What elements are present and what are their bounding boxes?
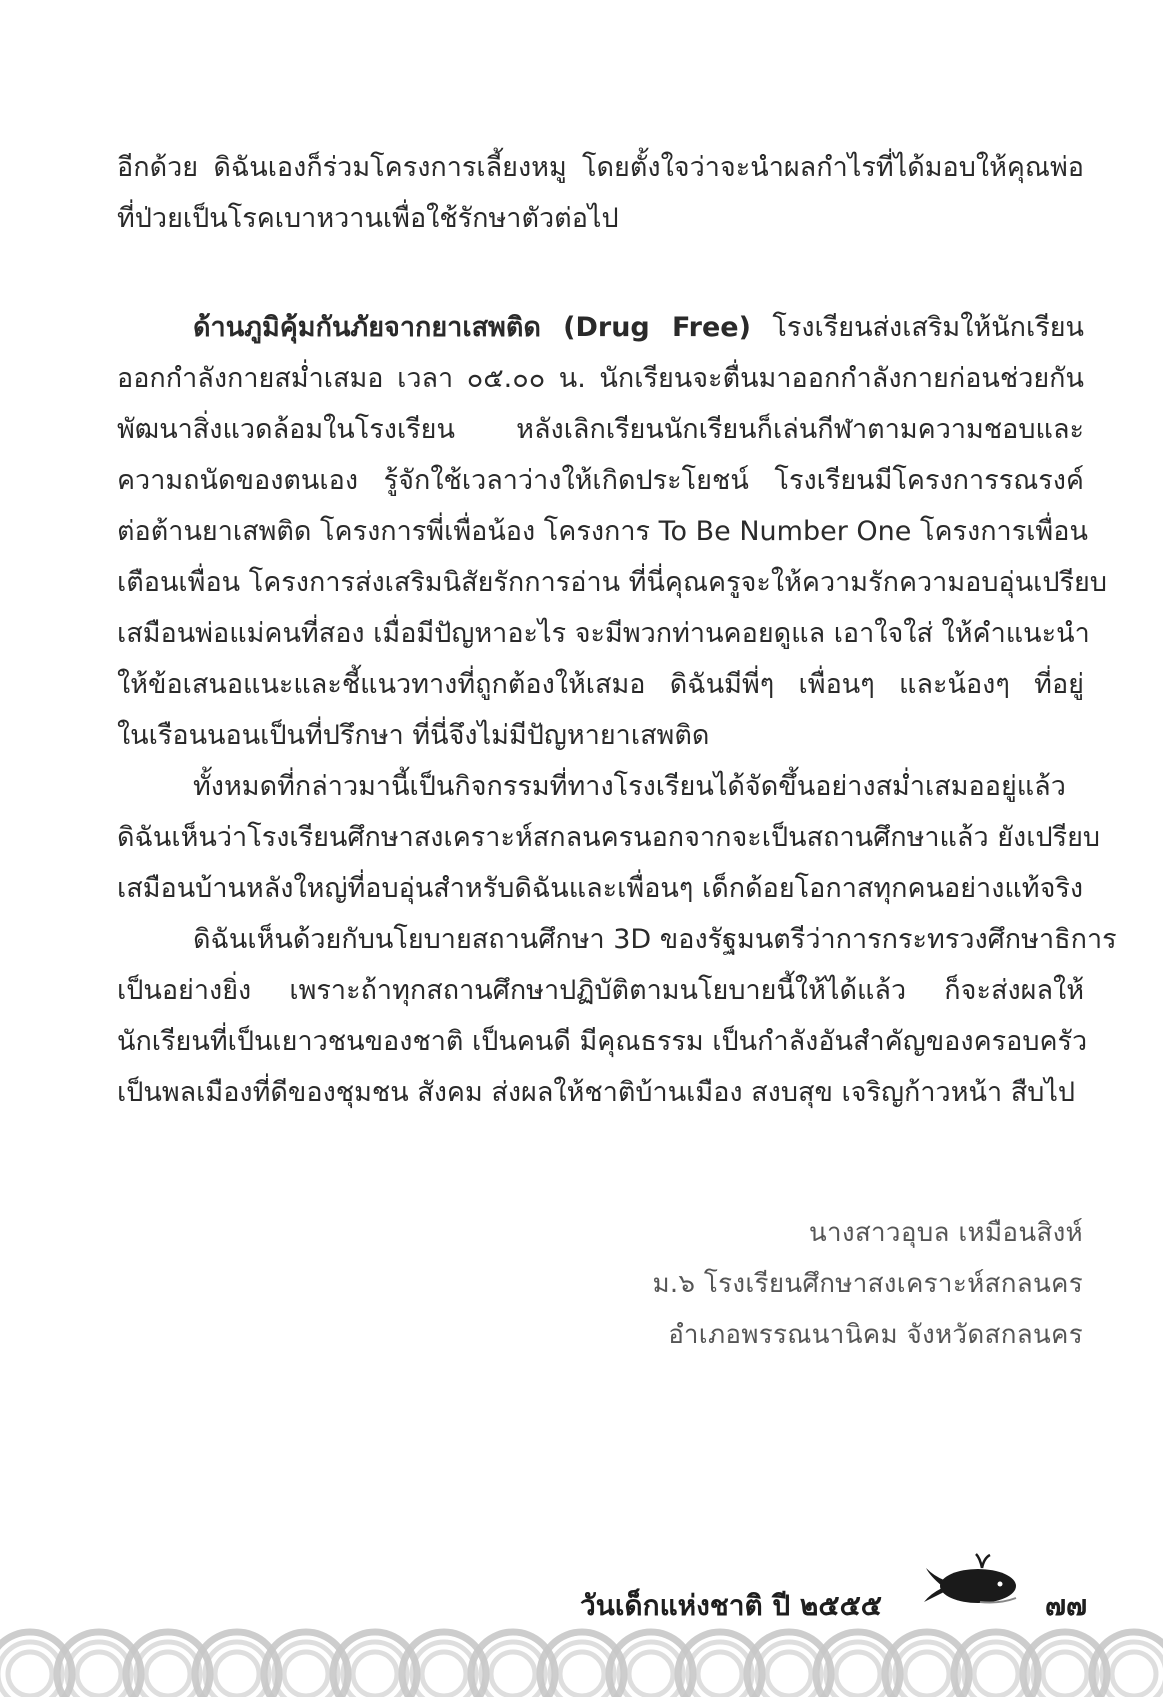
text-line: นักเรียนที่เป็นเยาวชนของชาติ เป็นคนดี มีคุณธรรม เป็นกำลังอันสำคัญของครอบครัว — [117, 1026, 1088, 1057]
main-body — [117, 302, 1117, 1118]
decorative-ring — [698, 1652, 742, 1696]
decorative-ring — [491, 1652, 535, 1696]
decorative-rings-border — [0, 1612, 1163, 1697]
text-line: ดิฉันเห็นด้วยกับนโยบายสถานศึกษา 3D ของรัฐมนตรีว่าการกระทรวงศึกษาธิการ — [193, 924, 1117, 955]
text-segment: โรงเรียนส่งเสริมให้นักเรียน — [750, 312, 1085, 343]
text-line: ทั้งหมดที่กล่าวมานี้เป็นกิจกรรมที่ทางโรงเรียนได้จัดขึ้นอย่างสม่ำเสมออยู่แล้ว — [193, 771, 1066, 802]
decorative-ring — [767, 1652, 811, 1696]
text-line: ให้ข้อเสนอแนะและชี้แนวทางที่ถูกต้องให้เสมอ ดิฉันมีพี่ๆ เพื่อนๆ และน้องๆ ที่อยู่ — [117, 669, 1084, 700]
author-name: นางสาวอุบล เหมือนสิงห์ — [808, 1218, 1083, 1248]
text-line: อีกด้วย ดิฉันเองก็ร่วมโครงการเลี้ยงหมู โดยตั้งใจว่าจะนำผลกำไรที่ได้มอบให้คุณพ่อ — [117, 152, 1084, 183]
text-line: ที่ป่วยเป็นโรคเบาหวานเพื่อใช้รักษาตัวต่อไป — [117, 203, 619, 234]
text-line: เป็นอย่างยิ่ง เพราะถ้าทุกสถานศึกษาปฏิบัติตามนโยบายนี้ให้ได้แล้ว ก็จะส่งผลให้ — [117, 975, 1084, 1006]
decorative-ring — [8, 1652, 52, 1696]
decorative-ring — [629, 1652, 673, 1696]
decorative-ring — [1112, 1652, 1156, 1696]
decorative-ring — [974, 1652, 1018, 1696]
decorative-ring — [146, 1652, 190, 1696]
text-line: ในเรือนนอนเป็นที่ปรึกษา ที่นี่จึงไม่มีปัญหายาเสพติด — [117, 720, 710, 751]
author-class-school: ม.๖ โรงเรียนศึกษาสงเคราะห์สกลนคร — [652, 1269, 1083, 1299]
text-line: เตือนเพื่อน โครงการส่งเสริมนิสัยรักการอ่าน ที่นี่คุณครูจะให้ความรักความอบอุ่นเปรียบ — [117, 567, 1107, 598]
decorative-ring — [215, 1652, 259, 1696]
text-line: เป็นพลเมืองที่ดีของชุมชน สังคม ส่งผลให้ชาติบ้านเมือง สงบสุข เจริญก้าวหน้า สืบไป — [117, 1077, 1076, 1108]
whale-icon — [920, 1546, 1030, 1606]
text-line: ต่อต้านยาเสพติด โครงการพี่เพื่อน้อง โครงการ To Be Number One โครงการเพื่อน — [117, 516, 1088, 547]
decorative-ring — [353, 1652, 397, 1696]
decorative-ring — [905, 1652, 949, 1696]
text-line: เสมือนพ่อแม่คนที่สอง เมื่อมีปัญหาอะไร จะมีพวกท่านคอยดูแล เอาใจใส่ ให้คำแนะนำ — [117, 618, 1090, 649]
paragraph-drug-free-first-line — [117, 302, 1084, 353]
text-line: ดิฉันเห็นว่าโรงเรียนศึกษาสงเคราะห์สกลนครนอกจากจะเป็นสถานศึกษาแล้ว ยังเปรียบ — [117, 822, 1101, 853]
text-line: ออกกำลังกายสม่ำเสมอ เวลา ๐๕.๐๐ น. นักเรียนจะตื่นมาออกกำลังกายก่อนช่วยกัน — [117, 363, 1084, 394]
paragraph-intro — [117, 142, 1084, 244]
footer-title: วันเด็กแห่งชาติ ปี ๒๕๕๕ — [580, 1589, 882, 1622]
decorative-ring — [560, 1652, 604, 1696]
decorative-ring — [284, 1652, 328, 1696]
decorative-ring — [422, 1652, 466, 1696]
section-heading-drug-free: ด้านภูมิคุ้มกันภัยจากยาเสพติด (Drug Free) — [193, 312, 751, 343]
decorative-ring — [77, 1652, 121, 1696]
author-signature — [652, 1208, 1083, 1361]
text-line: ความถนัดของตนเอง รู้จักใช้เวลาว่างให้เกิดประโยชน์ โรงเรียนมีโครงการรณรงค์ — [117, 465, 1084, 496]
decorative-ring — [836, 1652, 880, 1696]
text-line: พัฒนาสิ่งแวดล้อมในโรงเรียน หลังเลิกเรียนนักเรียนก็เล่นกีฬาตามความชอบและ — [117, 414, 1084, 445]
decorative-ring — [1043, 1652, 1087, 1696]
page-number: ๗๗ — [1045, 1589, 1088, 1622]
author-location: อำเภอพรรณนานิคม จังหวัดสกลนคร — [668, 1320, 1083, 1350]
text-line: เสมือนบ้านหลังใหญ่ที่อบอุ่นสำหรับดิฉันและเพื่อนๆ เด็กด้อยโอกาสทุกคนอย่างแท้จริง — [117, 873, 1084, 904]
